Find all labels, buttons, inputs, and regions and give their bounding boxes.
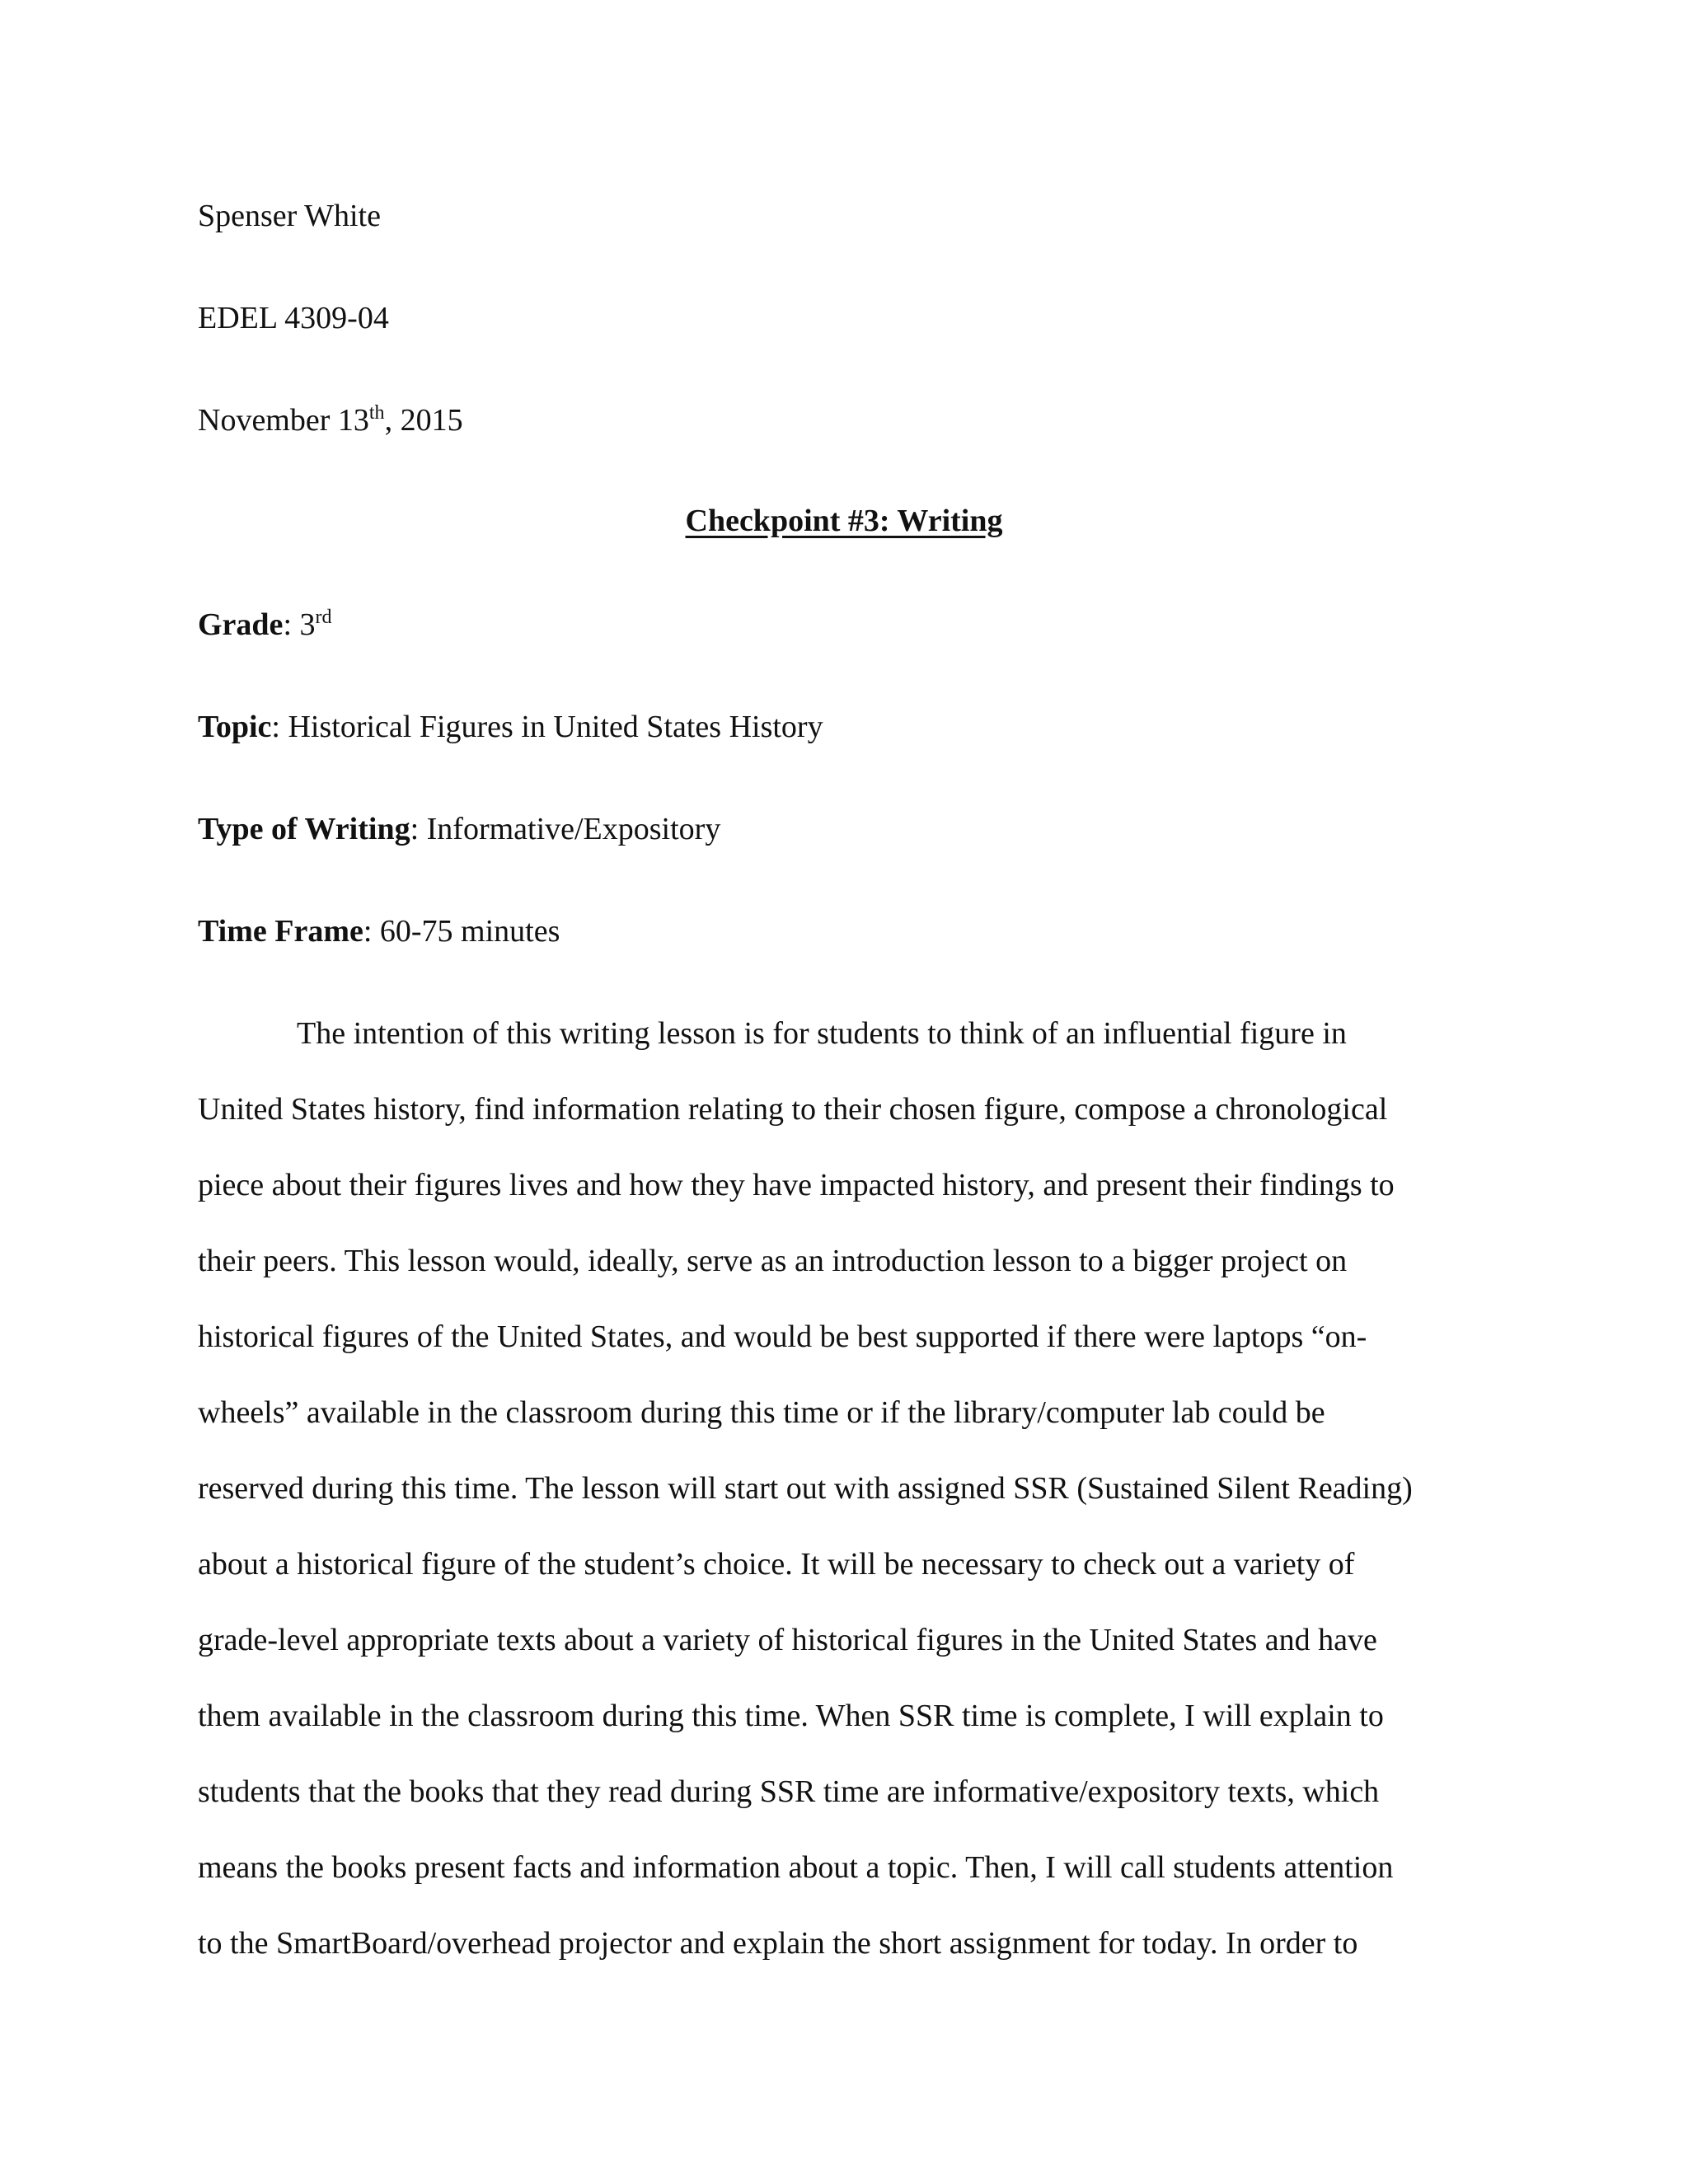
time-frame-field	[198, 913, 560, 949]
time-frame-label: Time Frame	[198, 914, 363, 949]
grade-label: Grade	[198, 607, 284, 642]
paragraph-line: students that the books that they read during SSR time are informative/expository texts, which	[198, 1774, 1380, 1809]
topic-value: : Historical Figures in United States History	[271, 710, 823, 744]
paragraph-line: wheels” available in the classroom during this time or if the library/computer lab could be	[198, 1395, 1325, 1430]
paragraph-line: to the SmartBoard/overhead projector and explain the short assignment for today. In order to	[198, 1926, 1358, 1961]
course-number: EDEL 4309-04	[198, 301, 389, 335]
author-name: Spenser White	[198, 199, 381, 233]
grade-ordinal-suffix: rd	[315, 607, 332, 628]
paragraph-line: United States history, find information relating to their chosen figure, compose a chronological	[198, 1092, 1388, 1127]
document-title: Checkpoint #3: Writing	[685, 504, 1003, 538]
writing-type-label: Type of Writing	[198, 812, 410, 846]
topic-field	[198, 709, 823, 745]
grade-value: : 3	[283, 607, 316, 642]
paragraph-line: about a historical figure of the student’s choice. It will be necessary to check out a variety of	[198, 1547, 1355, 1582]
date-year: , 2015	[384, 403, 463, 438]
date-ordinal-suffix: th	[368, 402, 385, 424]
topic-label: Topic	[198, 710, 272, 744]
time-frame-value: : 60-75 minutes	[363, 914, 560, 949]
paragraph-line: The intention of this writing lesson is for students to think of an influential figure in	[297, 1016, 1347, 1051]
writing-type-value: : Informative/Expository	[410, 812, 721, 846]
date-month-day: November 13	[198, 403, 369, 438]
writing-type-field	[198, 811, 720, 847]
paragraph-line: them available in the classroom during this time. When SSR time is complete, I will explain to	[198, 1699, 1384, 1733]
paragraph-line: reserved during this time. The lesson will start out with assigned SSR (Sustained Silent Reading)	[198, 1471, 1413, 1506]
paragraph-line: their peers. This lesson would, ideally, serve as an introduction lesson to a bigger project on	[198, 1244, 1348, 1278]
paragraph-line: historical figures of the United States, and would be best supported if there were laptops “on-	[198, 1319, 1367, 1354]
paragraph-line: means the books present facts and information about a topic. Then, I will call students attention	[198, 1850, 1394, 1885]
document-date	[198, 402, 463, 438]
paragraph-line: grade-level appropriate texts about a variety of historical figures in the United States and have	[198, 1623, 1377, 1657]
grade-field	[198, 607, 332, 643]
paragraph-line: piece about their figures lives and how they have impacted history, and present their findings to	[198, 1168, 1395, 1202]
